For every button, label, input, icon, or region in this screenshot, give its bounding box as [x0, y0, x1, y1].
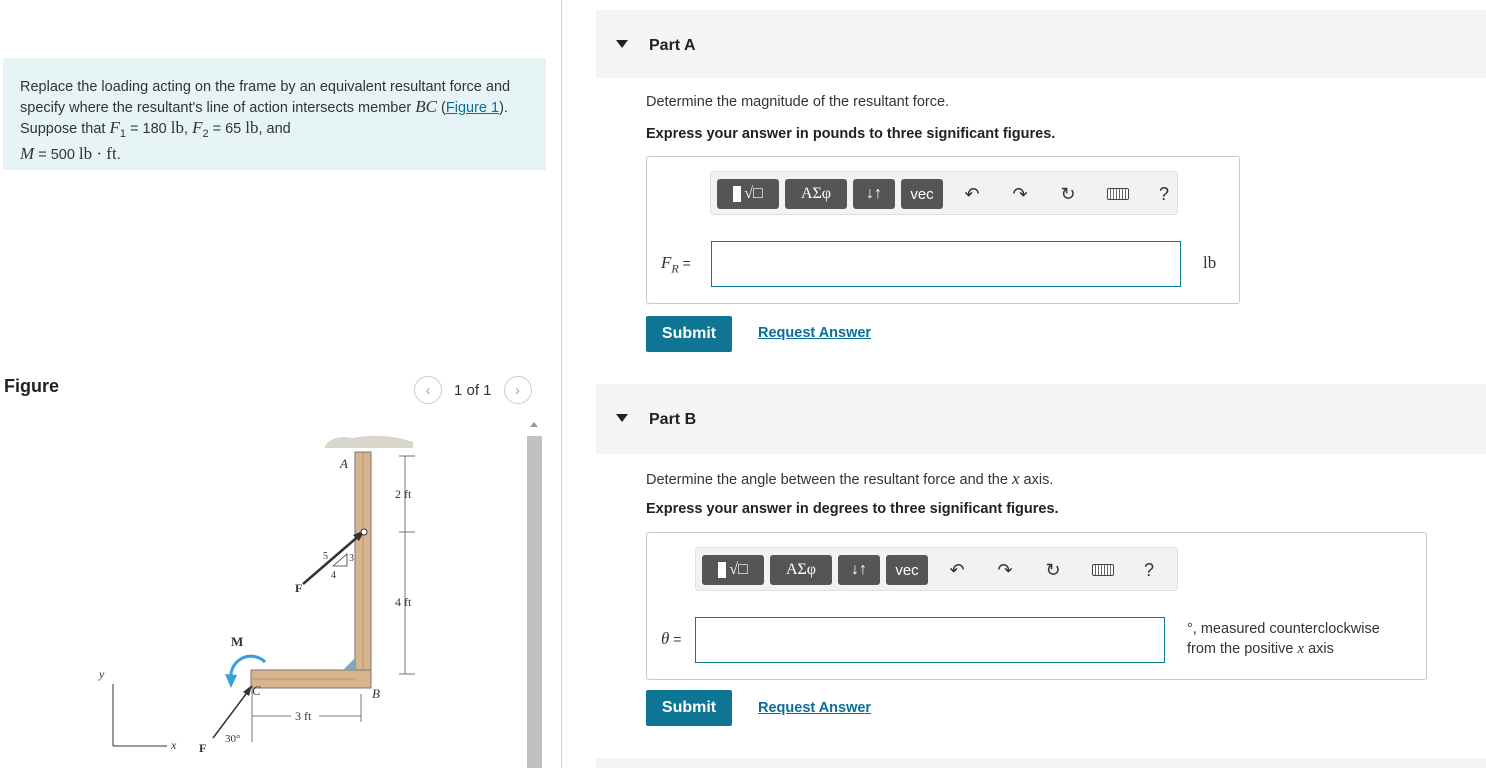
angle-30: 30°: [225, 733, 241, 745]
redo-icon[interactable]: ↷: [997, 559, 1013, 580]
part-b-instruction: Express your answer in degrees to three significant figures.: [646, 501, 1059, 517]
label-f2: F: [199, 741, 207, 755]
figure-link[interactable]: Figure 1: [445, 100, 500, 116]
m-value: = 500: [34, 146, 79, 163]
undo-icon[interactable]: ↶: [964, 183, 980, 204]
fr-symbol: F: [661, 253, 672, 272]
unit-line-2: [1187, 639, 1380, 659]
f2-subscript: 2: [202, 127, 209, 140]
gusset: [343, 658, 355, 670]
unit-line-1: °, measured counterclockwise: [1187, 621, 1380, 637]
f2-value: = 65: [208, 121, 246, 137]
reset-icon[interactable]: ↻: [1060, 183, 1076, 204]
scroll-thumb[interactable]: [527, 436, 542, 768]
pager-label: 1 of 1: [454, 381, 492, 399]
and-text: , and: [258, 121, 291, 137]
theta-symbol: θ: [661, 629, 670, 648]
part-a-question: Determine the magnitude of the resultant force.: [646, 94, 950, 110]
problem-statement: Replace the loading acting on the frame by an equivalent resultant force and specify where the resultant's line of action intersects member BC (Figure 1). Suppose that $F_1 = 180$ lb, $F_2 = 65$ lb, and M = 500 lb · ft.: [3, 58, 546, 170]
unit-line-2-text: from the positive: [1187, 641, 1298, 657]
m-unit: lb · ft: [78, 143, 117, 163]
redo-icon[interactable]: ↷: [1012, 183, 1028, 204]
part-a-instruction: Express your answer in pounds to three significant figures.: [646, 126, 1056, 142]
x-variable: x: [1011, 469, 1020, 488]
collapse-triangle-icon[interactable]: [616, 40, 628, 48]
problem-text-2: . Suppose that: [20, 100, 508, 137]
part-a-header[interactable]: [596, 10, 1486, 78]
part-b-request-answer-link[interactable]: Request Answer: [758, 700, 872, 716]
figure-scrollbar[interactable]: [526, 418, 543, 768]
frame-diagram: [3, 416, 524, 768]
dim-4ft: 4 ft: [395, 595, 412, 609]
frame-figure: [3, 416, 524, 768]
fraction-sqrt-icon[interactable]: √□: [717, 179, 779, 209]
help-button[interactable]: ?: [1158, 183, 1169, 204]
dim-3ft: 3 ft: [295, 709, 312, 723]
undo-icon[interactable]: ↶: [949, 559, 965, 580]
label-m: M: [231, 634, 244, 649]
dim-2ft: 2 ft: [395, 487, 412, 501]
f1-subscript: 1: [119, 127, 127, 140]
vec-button[interactable]: vec: [886, 555, 928, 585]
f2-arrow: [213, 690, 249, 738]
theta-equals: =: [669, 631, 682, 647]
f1-value: = 180: [126, 121, 171, 137]
arrows-button[interactable]: ↓↑: [853, 179, 895, 209]
next-part-header: [596, 758, 1486, 768]
fr-equals: =: [678, 255, 691, 271]
f2-unit: lb: [245, 118, 259, 137]
label-c: C: [252, 683, 261, 698]
fr-subscript: R: [671, 261, 679, 276]
support-hatch: [325, 436, 413, 448]
greek-button[interactable]: ΑΣφ: [785, 179, 847, 209]
greek-button[interactable]: ΑΣφ: [770, 555, 832, 585]
chevron-right-icon[interactable]: ›: [504, 376, 532, 404]
part-b-question: [646, 469, 1053, 489]
panel-divider: [561, 0, 562, 768]
member-symbol: BC: [415, 97, 437, 116]
part-b-question-end: axis.: [1019, 472, 1054, 488]
part-b-answer-input[interactable]: [695, 617, 1165, 663]
part-b-question-text: Determine the angle between the resultant force and the: [646, 472, 1012, 488]
left-panel: [0, 0, 560, 768]
axis-x-label: x: [171, 738, 177, 752]
slope-3: 3: [349, 553, 354, 564]
problem-text: Replace the loading acting on the frame by an equivalent resultant force and specify where the resultant's line of action intersects member: [20, 79, 511, 116]
part-a-unit: lb: [1203, 253, 1217, 272]
math-toolbar: [710, 171, 1178, 215]
label-b: B: [372, 686, 380, 701]
part-a-request-answer-link[interactable]: Request Answer: [758, 325, 872, 341]
fr-label: [661, 253, 691, 276]
reset-icon[interactable]: ↻: [1045, 559, 1061, 580]
chevron-left-icon[interactable]: ‹: [414, 376, 442, 404]
part-a-answer-box: [646, 156, 1240, 304]
right-panel: [596, 0, 1486, 768]
f1-unit: lb: [170, 118, 184, 137]
label-f1: F: [295, 581, 303, 595]
part-a-submit-button[interactable]: Submit: [646, 316, 732, 352]
slope-4: 4: [331, 570, 336, 581]
f2-symbol: F: [192, 118, 203, 137]
part-b-title: Part B: [649, 411, 697, 428]
collapse-triangle-icon[interactable]: [616, 414, 628, 422]
math-toolbar: [695, 547, 1178, 591]
part-b-answer-box: [646, 532, 1427, 680]
unit-line-2-end: axis: [1304, 641, 1334, 657]
m-symbol: M: [20, 143, 35, 163]
part-a-answer-input[interactable]: [711, 241, 1181, 287]
help-button[interactable]: ?: [1143, 559, 1154, 580]
scroll-up-icon[interactable]: [530, 422, 538, 427]
fraction-sqrt-icon[interactable]: √□: [702, 555, 764, 585]
f1-symbol: F: [109, 118, 120, 137]
axis-y-label: y: [99, 667, 105, 681]
keyboard-icon[interactable]: [1090, 560, 1116, 580]
theta-label: [661, 629, 681, 649]
label-a: A: [340, 456, 348, 471]
part-b-submit-button[interactable]: Submit: [646, 690, 732, 726]
arrows-button[interactable]: ↓↑: [838, 555, 880, 585]
unit-x-variable: x: [1297, 641, 1305, 657]
part-a-title: Part A: [649, 37, 696, 54]
figure-pager: [414, 376, 532, 404]
part-b-unit: [1187, 619, 1380, 659]
figure-title: Figure: [4, 376, 60, 396]
end-period: .: [116, 146, 121, 163]
part-b-header[interactable]: [596, 384, 1486, 454]
slope-5: 5: [323, 551, 328, 562]
keyboard-icon[interactable]: [1105, 184, 1131, 204]
vec-button[interactable]: vec: [901, 179, 943, 209]
